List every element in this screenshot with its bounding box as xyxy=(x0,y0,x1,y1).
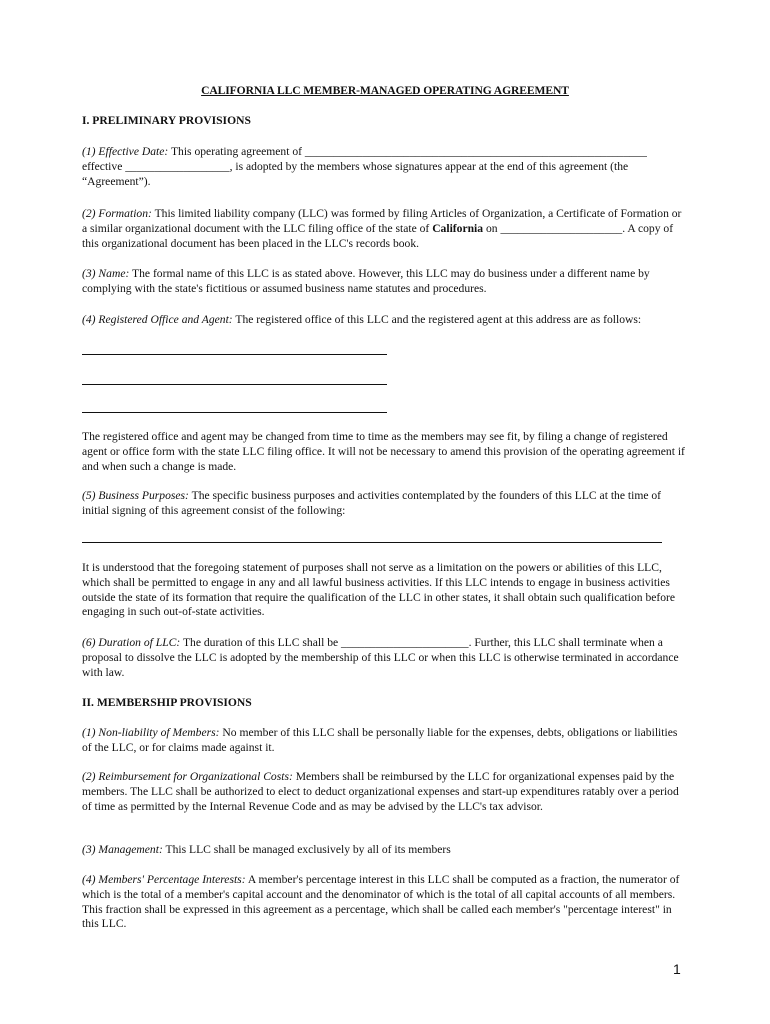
paragraph-text: The specific business purposes and activities contemplated by the founders of this LLC at the time of initial signing of this agreement consist of the following: xyxy=(82,489,662,517)
paragraph-management xyxy=(82,843,688,858)
paragraph-text: The duration of this LLC shall be ______________________. Further, this LLC shall terminate when a proposal to dissolve the LLC is adopted by the membership of this LLC or when this LLC is otherwise terminated in accordance with law. xyxy=(82,636,679,679)
document-title: CALIFORNIA LLC MEMBER-MANAGED OPERATING AGREEMENT xyxy=(201,84,569,97)
paragraph-duration xyxy=(82,636,688,680)
section-heading-preliminary: I. PRELIMINARY PROVISIONS xyxy=(82,114,251,127)
paragraph-label: (4) Registered Office and Agent: xyxy=(82,313,233,326)
paragraph-text: effective __________________, is adopted by the members whose signatures appear at the end of this agreement (the xyxy=(82,159,629,173)
paragraph-text: This operating agreement of ___________________________________________________________ xyxy=(168,145,647,158)
paragraph-label: (4) Members' Percentage Interests: xyxy=(82,873,246,886)
paragraph-label: (5) Business Purposes: xyxy=(82,489,189,502)
paragraph-text: Members shall be reimbursed by the LLC for organizational expenses paid by the members. The LLC shall be authorized to elect to deduct organizational expenses and start-up expenditures ratably over a period of time as permitted by the Internal Revenue Code and as may be advised by the LLC's tax advisor. xyxy=(82,770,679,813)
paragraph-text: This limited liability company (LLC) was formed by filing Articles of Organization, a Certificate of Formation or a similar organizational document with the LLC filing office of the state of xyxy=(82,207,682,235)
address-blank-line xyxy=(82,354,387,355)
paragraph-business-purposes xyxy=(82,489,688,519)
paragraph-label: (1) Effective Date: xyxy=(82,145,169,158)
section-heading-membership: II. MEMBERSHIP PROVISIONS xyxy=(82,696,252,709)
paragraph-text: No member of this LLC shall be personally liable for the expenses, debts, obligations or liabilities of the LLC, or for claims made against it. xyxy=(82,726,678,754)
paragraph-percentage-interests xyxy=(82,873,688,932)
paragraph-text: “Agreement”). xyxy=(82,174,151,188)
paragraph-label: (3) Name: xyxy=(82,267,130,280)
paragraph-reimbursement xyxy=(82,770,688,814)
paragraph-text: The registered office of this LLC and the registered agent at this address are as follows: xyxy=(232,313,642,326)
page-number: 1 xyxy=(673,961,681,977)
paragraph-registered-office-note: The registered office and agent may be changed from time to time as the members may see fit, by filing a change of registered agent or office form with the state LLC filing office. It will not be necessary to amend this provision of the operating agreement if and when such a change is made. xyxy=(82,430,685,473)
paragraph-label: (3) Management: xyxy=(82,843,163,856)
state-name: California xyxy=(432,221,484,235)
paragraph-name xyxy=(82,267,688,297)
paragraph-text: A member's percentage interest in this LLC shall be computed as a fraction, the numerator of which is the total of a member's capital account and the denominator of which is the total of all capital accounts of all members. This fraction shall be expressed in this agreement as a percentage, which shall be called each member's "percentage interest" in this LLC. xyxy=(82,873,680,931)
address-blank-line xyxy=(82,384,387,385)
paragraph-text: This LLC shall be managed exclusively by all of its members xyxy=(162,843,451,856)
paragraph-non-liability xyxy=(82,726,688,756)
paragraph-text: The formal name of this LLC is as stated above. However, this LLC may do business under a different name by complying with the state's fictitious or assumed business name statutes and procedures. xyxy=(82,267,650,295)
paragraph-formation xyxy=(82,207,688,251)
address-blank-line xyxy=(82,412,387,413)
paragraph-business-purposes-note: It is understood that the foregoing statement of purposes shall not serve as a limitation on the powers or abilities of this LLC, which shall be permitted to engage in any and all lawful business activities. If this LLC intends to engage in business activities outside the state of its formation that require the qualification of the LLC in other states, it shall obtain such qualification before engaging in such out-of-state activities. xyxy=(82,561,676,619)
purposes-blank-line xyxy=(82,542,662,543)
paragraph-text: on _____________________. A copy of this organizational document has been placed in the LLC's records book. xyxy=(82,221,674,250)
paragraph-effective-date xyxy=(82,145,688,189)
paragraph-label: (1) Non-liability of Members: xyxy=(82,726,220,739)
paragraph-label: (2) Formation: xyxy=(82,207,152,220)
paragraph-label: (2) Reimbursement for Organizational Costs: xyxy=(82,770,293,783)
paragraph-label: (6) Duration of LLC: xyxy=(82,636,181,649)
paragraph-registered-office xyxy=(82,313,688,328)
